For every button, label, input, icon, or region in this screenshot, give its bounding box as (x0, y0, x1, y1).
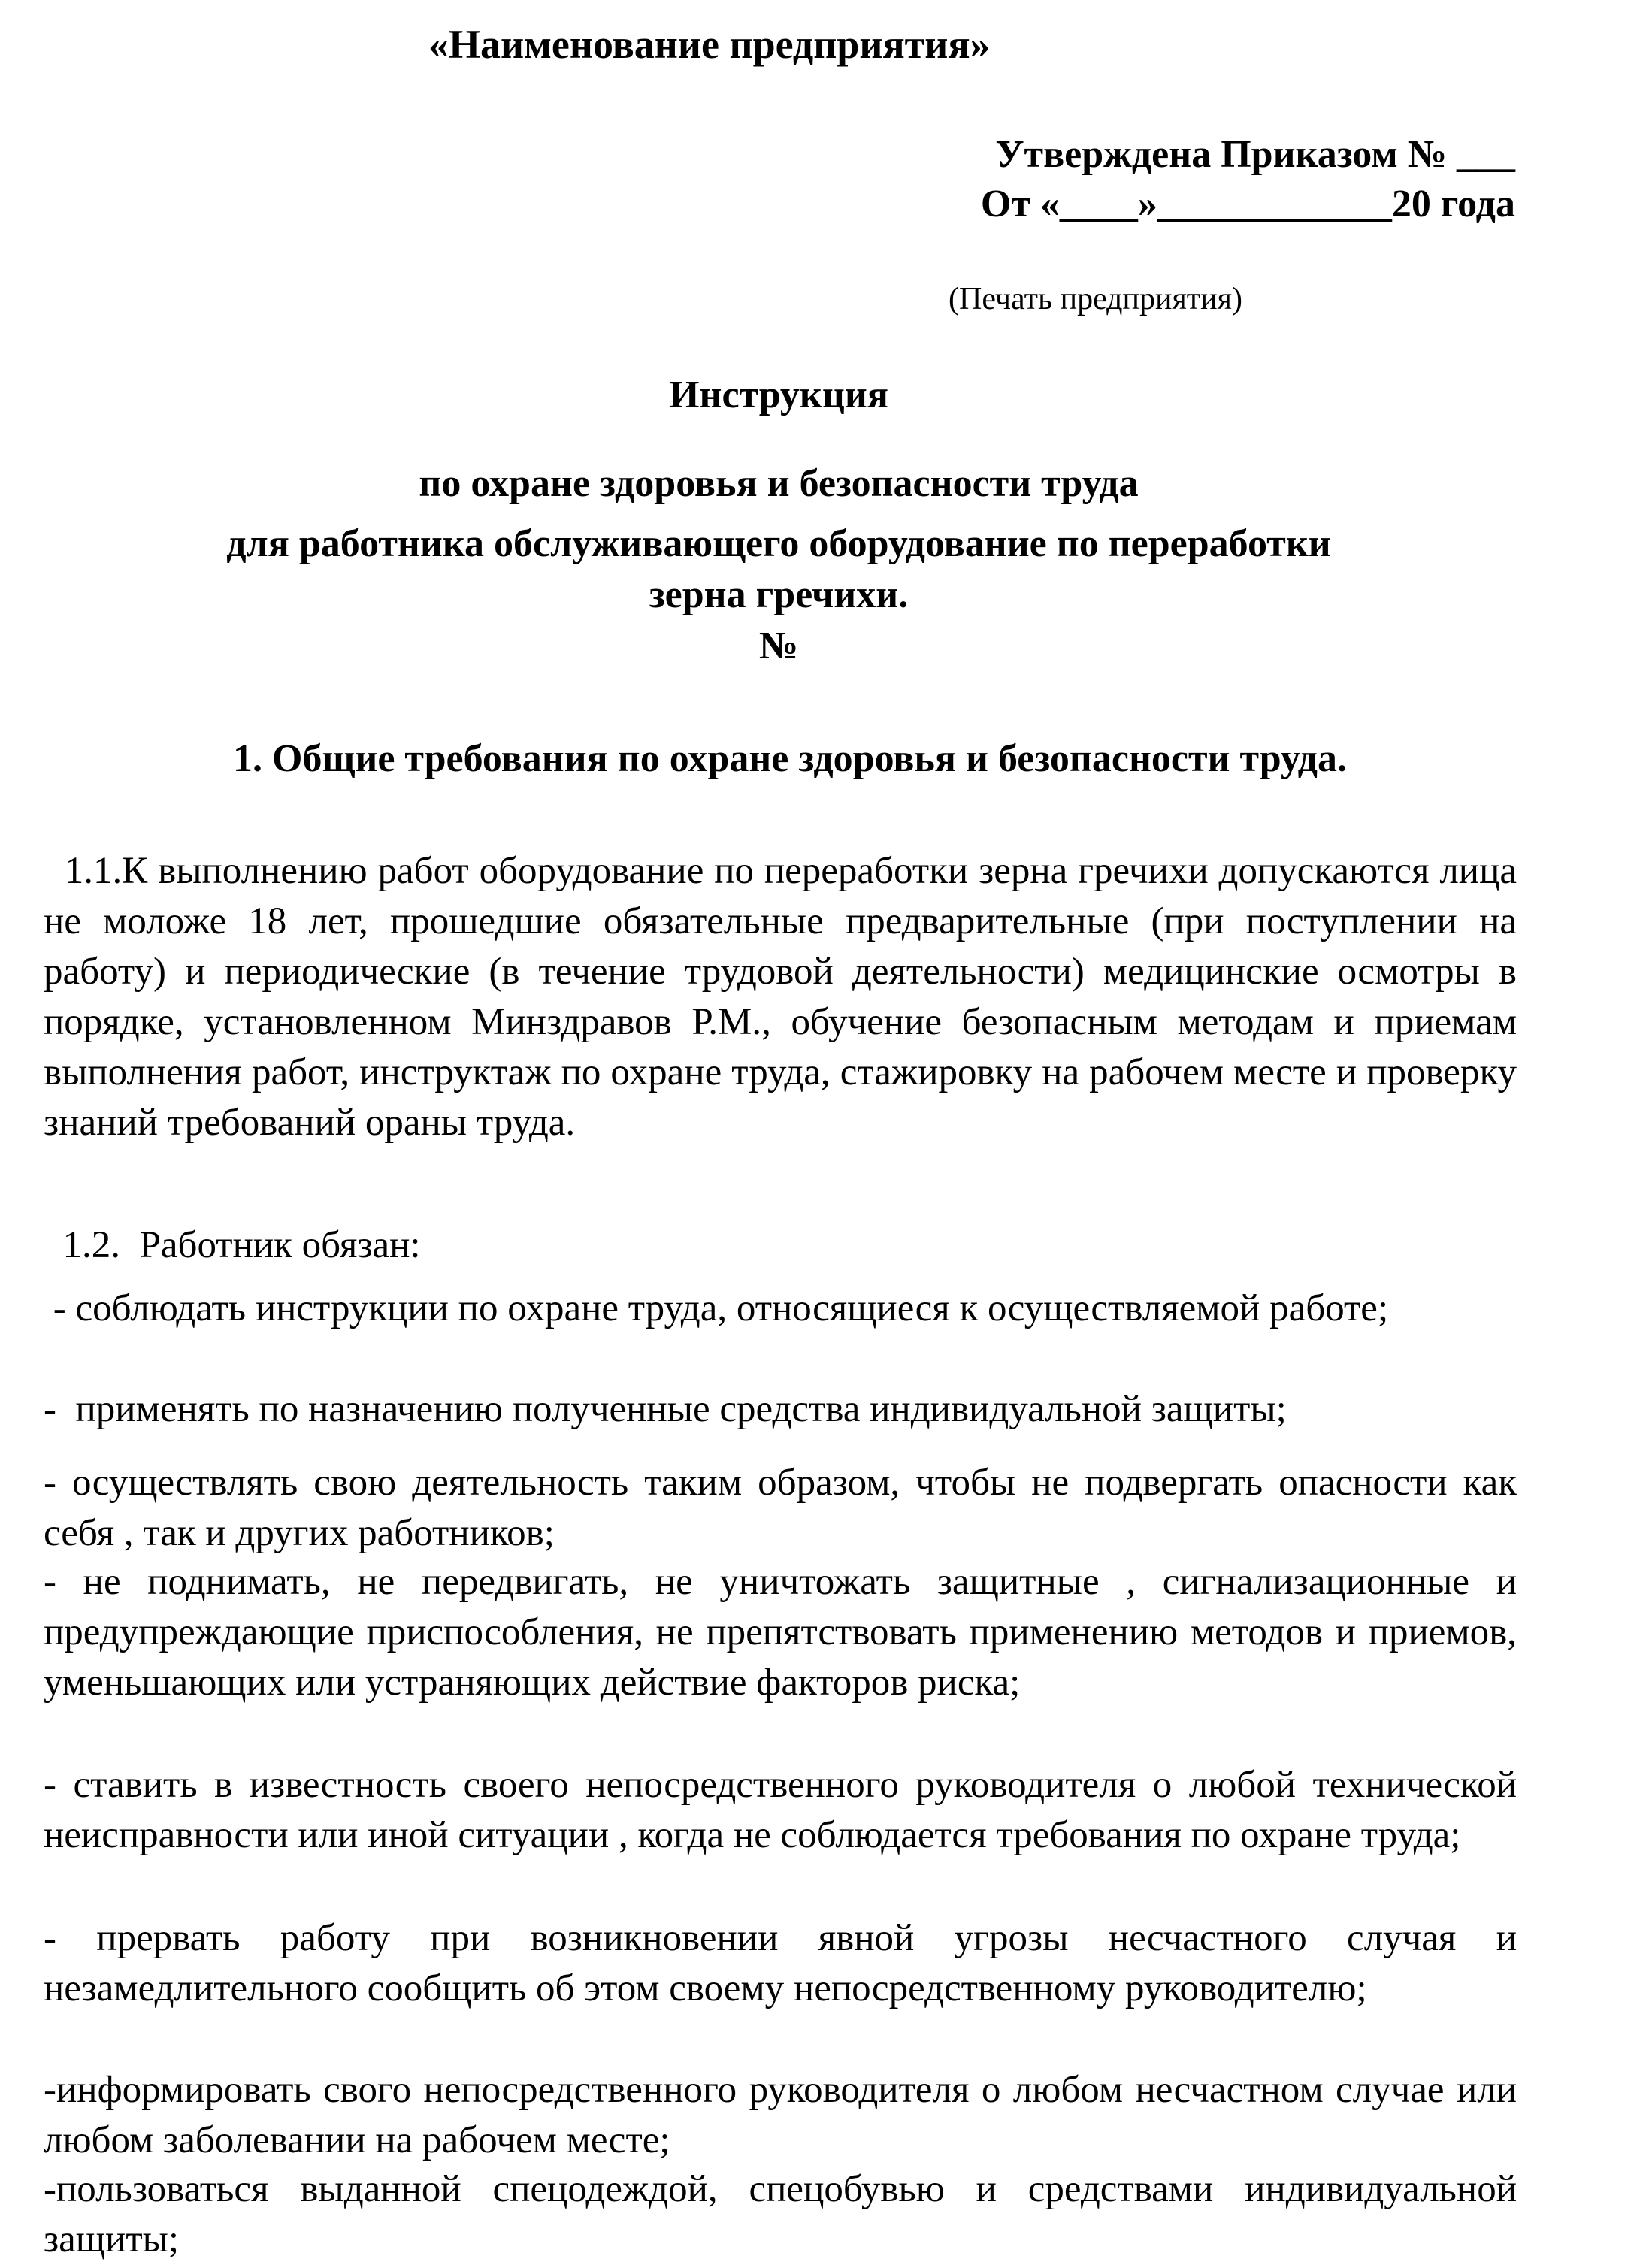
document-subtitle-line-2: для работника обслуживающего оборудование по переработки (226, 522, 1331, 565)
duty-item: - ставить в известность своего непосредственного руководителя о любой технической неисправности или иной ситуации , когда не соблюдается требования по охране труда; (44, 1764, 1517, 1856)
document-subtitle-line-3: зерна гречихи. (649, 573, 909, 616)
duty-item: -пользоваться выданной спецодеждой, спецобувью и средствами индивидуальной защиты; (44, 2168, 1517, 2260)
section-heading: 1. Общие требования по охране здоровья и безопасности труда. (233, 737, 1347, 780)
paragraph-1-2: 1.2. Работник обязан: (44, 1224, 421, 1266)
document-number: № (758, 624, 799, 667)
company-stamp-placeholder: (Печать предприятия) (949, 282, 1242, 316)
document-title: Инструкция (669, 373, 888, 416)
duty-item: - не поднимать, не передвигать, не уничтожать защитные , сигнализационные и предупреждающие приспособления, не препятствовать применению методов и приемов, уменьшающих или устраняющих действие факторов риска; (44, 1561, 1517, 1704)
document-subtitle-line-1: по охране здоровья и безопасности труда (419, 462, 1139, 505)
duty-item: - осуществлять свою деятельность таким образом, чтобы не подвергать опасности как себя , так и других работников; (44, 1462, 1517, 1554)
duty-item: -информировать свого непосредственного руководителя о любом несчастном случае или любом заболевании на рабочем месте; (44, 2069, 1517, 2161)
approval-date-line: От «____»____________20 года (980, 183, 1515, 225)
company-name: «Наименование предприятия» (428, 22, 991, 67)
duty-item: - прервать работу при возникновении явной угрозы несчастного случая и незамедлительного сообщить об этом своему непосредственному руководителю; (44, 1917, 1517, 2009)
duty-item: - соблюдать инструкции по охране труда, относящиеся к осуществляемой работе; (44, 1287, 1389, 1329)
paragraph-1-1: 1.1.К выполнению работ оборудование по переработки зерна гречихи допускаются лица не моложе 18 лет, прошедшие обязательные предварительные (при поступлении на работу) и периодические (в течение трудовой деятельности) медицинские осмотры в порядке, установленном Минздравов Р.М., обучение безопасным методам и приемам выполнения работ, инструктаж по охране труда, стажировку на рабочем месте и проверку знаний требований ораны труда. (44, 850, 1527, 1144)
duty-item: - применять по назначению полученные средства индивидуальной защиты; (44, 1388, 1287, 1430)
approval-line: Утверждена Приказом № ___ (995, 133, 1515, 176)
